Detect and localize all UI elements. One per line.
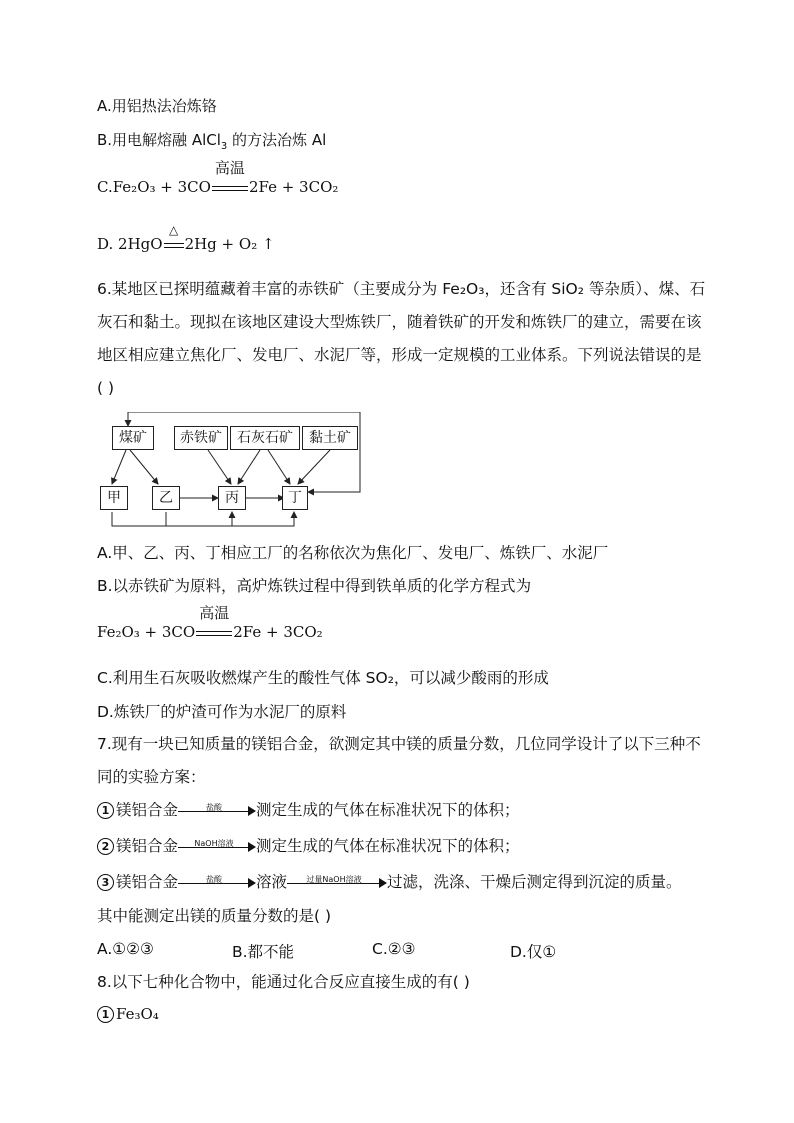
q5-b-sub: 3	[220, 141, 228, 152]
q7-s2-b: 测定生成的气体在标准状况下的体积；	[256, 837, 520, 855]
q7-option-c: C.②③	[372, 940, 416, 958]
q5-option-a: A.用铝热法冶炼铬	[97, 97, 217, 115]
q5-option-c	[97, 159, 339, 197]
diagram-box-clay: 黏土矿	[302, 426, 358, 450]
circled-number: 3	[97, 874, 114, 891]
reaction-arrow-icon	[178, 840, 256, 854]
q6-b-equals	[195, 604, 233, 642]
q6-option-a: A.甲、乙、丙、丁相应工厂的名称依次为焦化厂、发电厂、炼铁厂、水泥厂	[97, 544, 609, 562]
q6-option-b-equation	[97, 604, 323, 642]
q7-s2-a: 镁铝合金	[116, 837, 179, 855]
q6-option-c: C.利用生石灰吸收燃煤产生的酸性气体 SO₂，可以减少酸雨的形成	[97, 669, 549, 687]
q6-option-d: D.炼铁厂的炉渣可作为水泥厂的原料	[97, 703, 347, 721]
q7-s3-b: 溶液	[256, 873, 288, 891]
q5-c-pre: C.	[97, 178, 113, 196]
q6-b-cond: 高温	[199, 604, 230, 622]
q7-s3-c: 过滤，洗涤、干燥后测定得到沉淀的质量。	[387, 873, 682, 891]
q5-c-equals	[211, 159, 249, 197]
q6-flow-diagram	[98, 412, 362, 530]
diagram-box-ding: 丁	[282, 486, 308, 510]
circled-number: 2	[97, 838, 114, 855]
q7-stem: 7.现有一块已知质量的镁铝合金，欲测定其中镁的质量分数，几位同学设计了以下三种不同的实验方案：	[97, 735, 701, 786]
q7-s1-b: 测定生成的气体在标准状况下的体积；	[256, 801, 520, 819]
q5-d-rhs: 2Hg + O₂ ↑	[184, 235, 275, 253]
q8-item-1-formula: Fe₃O₄	[116, 1005, 159, 1023]
diagram-box-jia: 甲	[100, 486, 128, 510]
diagram-box-yi: 乙	[152, 486, 180, 510]
q7-option-a: A.①②③	[97, 940, 154, 958]
q5-d-pre: D.	[97, 235, 119, 253]
q5-c-rhs: 2Fe + 3CO₂	[248, 178, 339, 196]
reaction-arrow-icon	[178, 804, 256, 818]
q5-option-d	[97, 223, 275, 254]
q6-stem: 6.某地区已探明蕴藏着丰富的赤铁矿（主要成分为 Fe₂O₃，还含有 SiO₂ 等杂质）、煤、石灰石和黏土。现拟在该地区建设大型炼铁厂，随着铁矿的开发和炼铁厂的建立，需要在该地区相应建立焦化厂、发电厂、水泥厂等，形成一定规模的工业体系。下列说法错误的是( )	[97, 280, 706, 397]
reaction-arrow-icon	[178, 876, 256, 890]
q5-d-equals	[163, 223, 185, 254]
q7-s3-arrow1-label: 盐酸	[206, 874, 223, 884]
q8-stem: 8.以下七种化合物中，能通过化合反应直接生成的有( )	[97, 973, 470, 991]
q5-b-pre: B.用电解熔融 AlCl	[97, 131, 221, 149]
diagram-box-limestone: 石灰石矿	[230, 426, 300, 450]
circled-number: 1	[97, 802, 114, 819]
q7-scheme-3	[97, 872, 682, 892]
diagram-box-coal: 煤矿	[112, 426, 154, 450]
q5-d-lhs: 2HgO	[118, 235, 163, 253]
q7-option-b: B.都不能	[232, 943, 295, 961]
q5-b-post: 的方法冶炼 Al	[227, 131, 327, 149]
reaction-arrow-icon	[287, 876, 387, 890]
q8-item-1	[97, 1004, 159, 1024]
q7-option-d: D.仅①	[510, 943, 557, 961]
q7-s1-a: 镁铝合金	[116, 801, 179, 819]
q5-c-cond: 高温	[214, 159, 245, 177]
q5-c-lhs: Fe₂O₃ + 3CO	[112, 178, 211, 196]
q6-b-rhs: 2Fe + 3CO₂	[233, 623, 323, 641]
q5-d-cond: △	[168, 223, 179, 237]
diagram-box-hematite: 赤铁矿	[174, 426, 228, 450]
q7-s1-arrow-label: 盐酸	[206, 802, 223, 812]
q7-s2-arrow-label: NaOH溶液	[194, 838, 234, 848]
q7-ask: 其中能测定出镁的质量分数的是( )	[97, 907, 332, 925]
q7-s3-a: 镁铝合金	[116, 873, 179, 891]
q7-s3-arrow2-label: 过量NaOH溶液	[306, 874, 362, 884]
q5-option-b	[97, 130, 326, 157]
circled-number: 1	[97, 1006, 114, 1023]
diagram-box-bing: 丙	[218, 486, 246, 510]
q6-b-lhs: Fe₂O₃ + 3CO	[97, 623, 196, 641]
q6-option-b: B.以赤铁矿为原料，高炉炼铁过程中得到铁单质的化学方程式为	[97, 577, 532, 595]
q7-scheme-1	[97, 800, 520, 820]
q7-scheme-2	[97, 836, 520, 856]
